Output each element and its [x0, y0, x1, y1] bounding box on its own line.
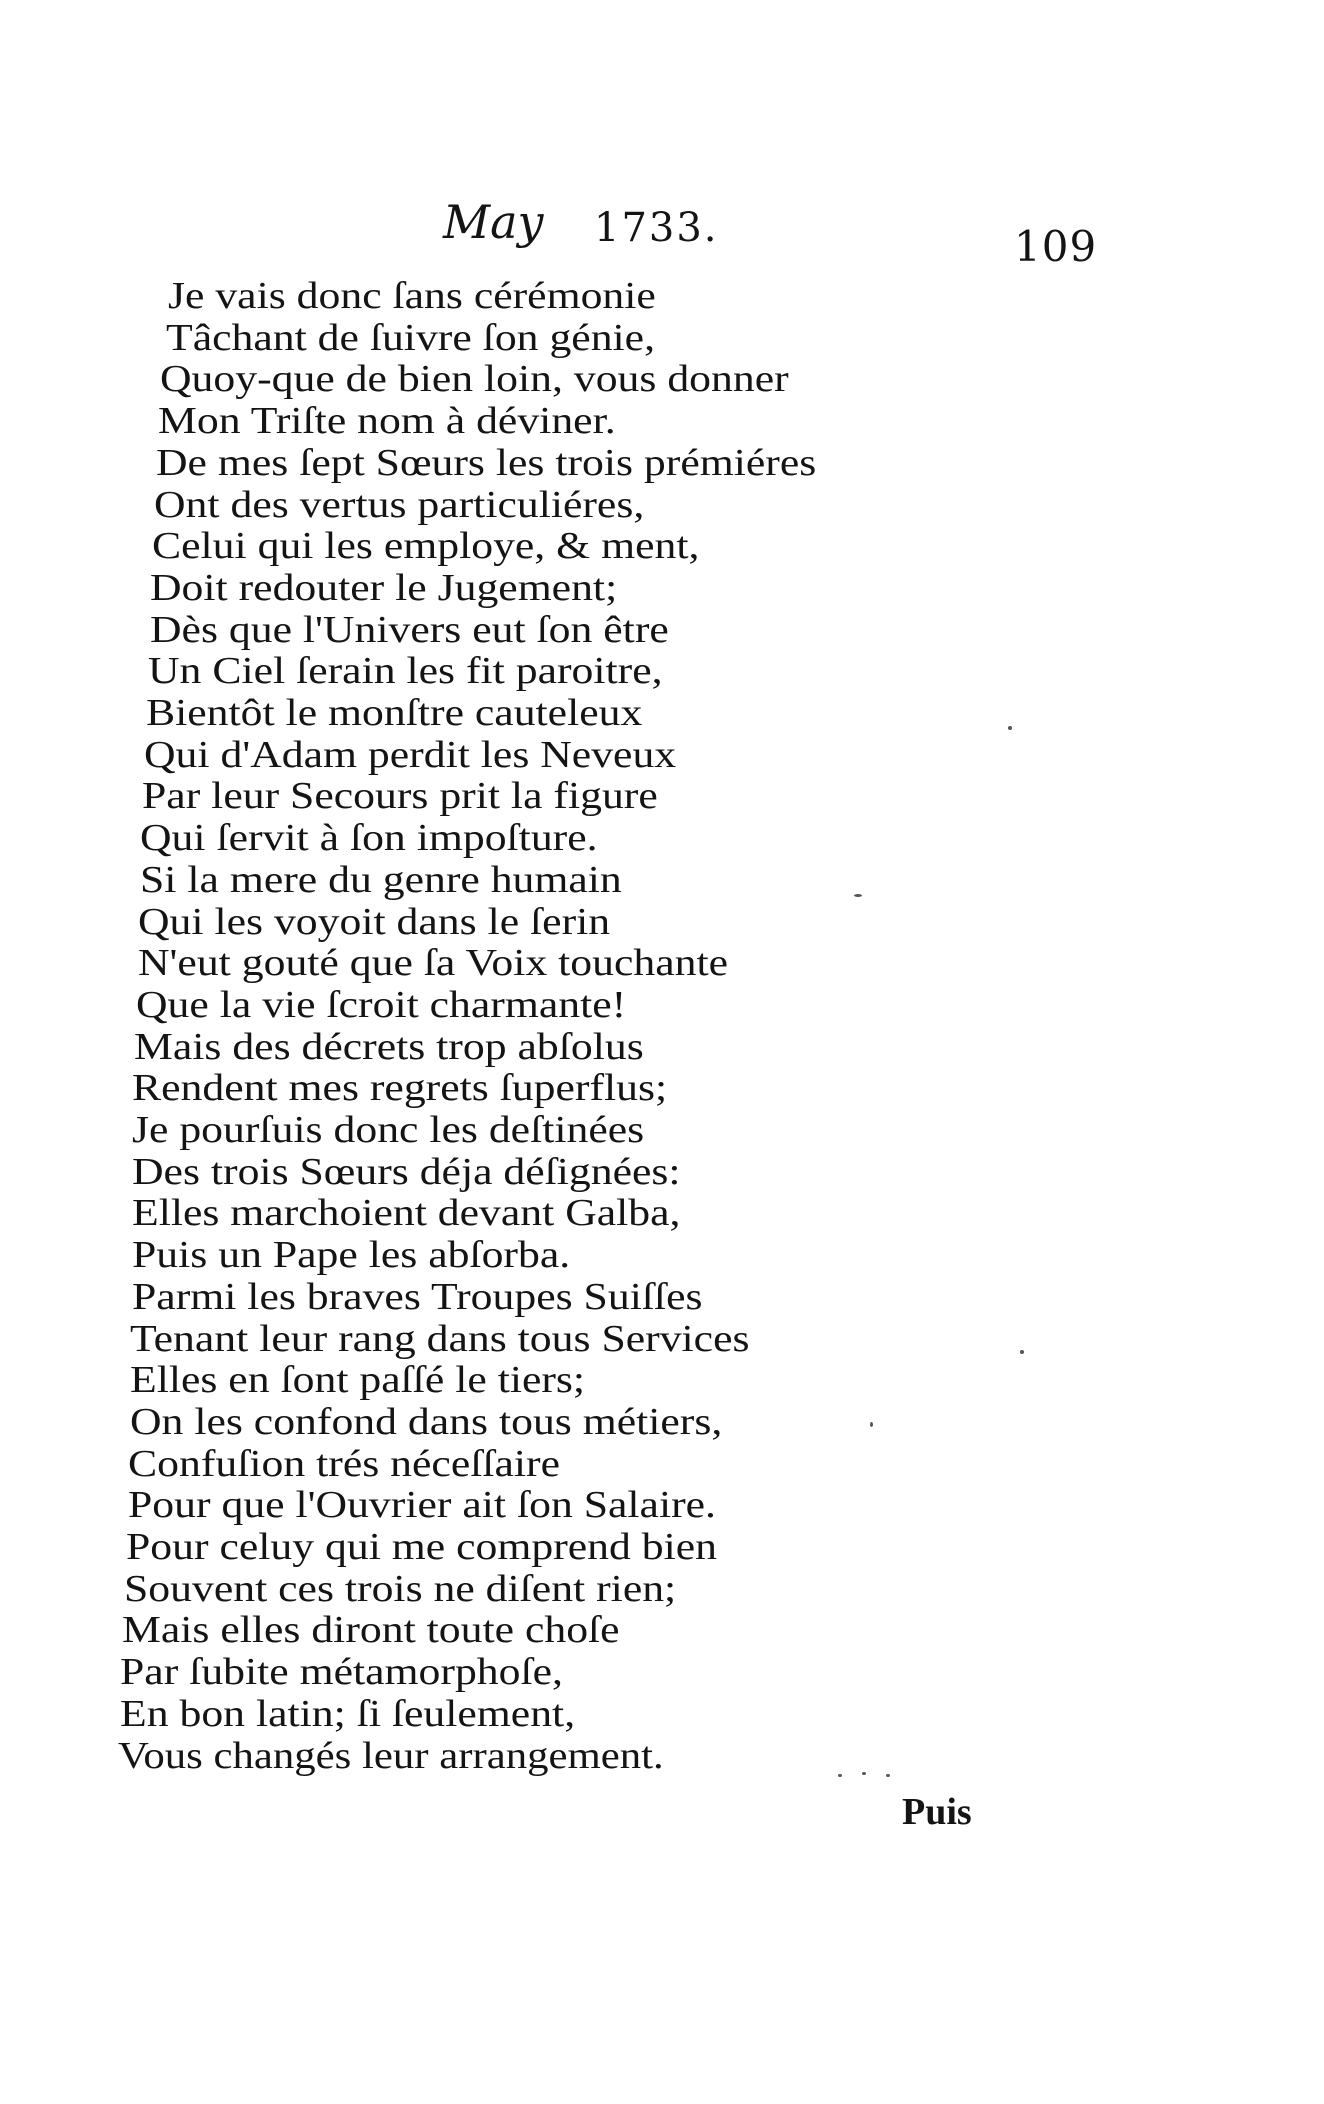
verse-line-20: Rendent mes regrets ſuperflus; — [132, 1067, 668, 1110]
verse-line-2: Tâchant de ſuivre ſon génie, — [166, 316, 656, 359]
catchword: Puis — [902, 1791, 972, 1833]
verse-line-4: Mon Triſte nom à déviner. — [158, 400, 616, 443]
verse-line-16: Qui les voyoit dans le ſerin — [138, 900, 611, 943]
verse-line-7: Celui qui les employe, & ment, — [152, 525, 700, 568]
verse-line-9: Dès que l'Univers eut ſon être — [150, 608, 669, 651]
verse-line-8: Doit redouter le Jugement; — [150, 566, 618, 609]
verse-line-34: Par ſubite métamorphoſe, — [120, 1651, 563, 1694]
verse-line-18: Que la vie ſcroit charmante! — [136, 983, 627, 1026]
print-speck — [838, 1774, 842, 1777]
verse-line-35: En bon latin; ſi ſeulement, — [120, 1692, 576, 1735]
verse-line-28: On les confond dans tous métiers, — [130, 1400, 723, 1443]
verse-line-26: Tenant leur rang dans tous Services — [130, 1317, 750, 1360]
print-speck — [886, 1774, 890, 1777]
print-speck — [854, 894, 862, 897]
verse-line-23: Elles marchoient devant Galba, — [132, 1192, 681, 1235]
verse-line-10: Un Ciel ſerain les fit paroitre, — [148, 650, 663, 693]
header-month: May — [443, 195, 544, 249]
verse-line-32: Souvent ces trois ne diſent rien; — [124, 1567, 677, 1610]
verse-line-27: Elles en ſont paſſé le tiers; — [130, 1359, 586, 1402]
verse-line-22: Des trois Sœurs déja déſignées: — [132, 1150, 681, 1193]
verse-line-13: Par leur Secours prit la figure — [142, 775, 658, 818]
verse-line-14: Qui ſervit à ſon impoſture. — [140, 817, 598, 860]
verse-line-11: Bientôt le monſtre cauteleux — [146, 692, 643, 734]
verse-line-30: Pour que l'Ouvrier ait ſon Salaire. — [128, 1484, 716, 1527]
verse-line-5: De mes ſept Sœurs les trois prémiéres — [156, 441, 817, 484]
running-header — [0, 195, 1324, 265]
verse-line-24: Puis un Pape les abſorba. — [132, 1234, 571, 1277]
print-speck — [1008, 726, 1012, 730]
print-speck — [862, 1772, 866, 1775]
verse-line-36: Vous changés leur arrangement. — [118, 1734, 664, 1777]
verse-line-15: Si la mere du genre humain — [140, 858, 622, 901]
verse-line-6: Ont des vertus particuliéres, — [154, 483, 645, 526]
verse-line-19: Mais des décrets trop abſolus — [134, 1025, 644, 1068]
verse-line-29: Confuſion trés néceſſaire — [128, 1442, 560, 1485]
print-speck — [1020, 1350, 1024, 1354]
verse-line-33: Mais elles diront toute choſe — [122, 1609, 620, 1652]
verse-line-17: N'eut gouté que ſa Voix touchante — [138, 942, 729, 985]
page-number: 109 — [1014, 222, 1098, 271]
verse-line-25: Parmi les braves Troupes Suiſſes — [132, 1275, 703, 1318]
header-year: 1733. — [594, 205, 719, 251]
print-speck — [870, 1422, 873, 1427]
verse-line-21: Je pourſuis donc les deſtinées — [132, 1109, 645, 1151]
verse-line-31: Pour celuy qui me comprend bien — [126, 1526, 718, 1568]
verse-line-12: Qui d'Adam perdit les Neveux — [144, 733, 677, 776]
verse-line-1: Je vais donc ſans cérémonie — [168, 275, 656, 317]
verse-line-3: Quoy-que de bien loin, vous donner — [160, 358, 789, 401]
